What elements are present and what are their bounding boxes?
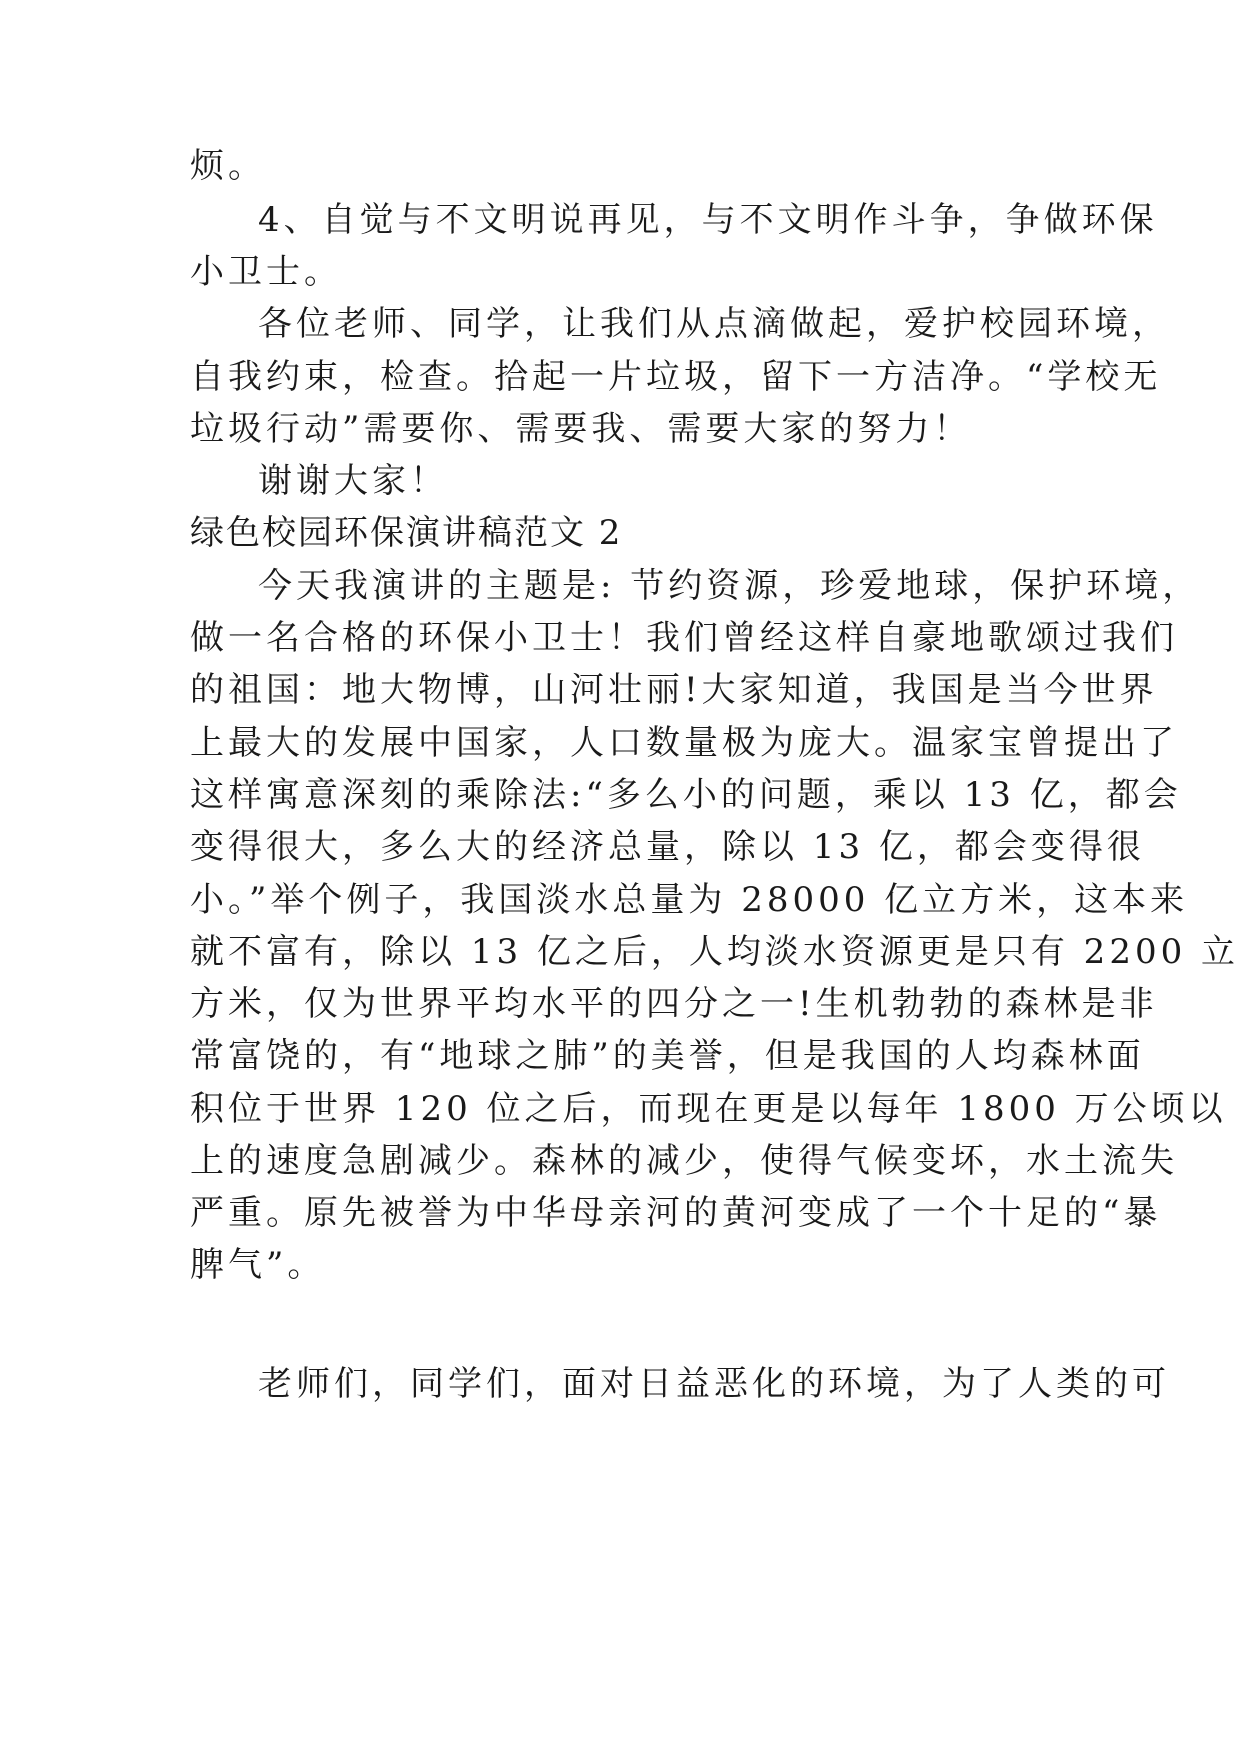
text-line: 烦。	[190, 146, 266, 186]
text-line: 严重。原先被誉为中华母亲河的黄河变成了一个十足的“暴	[190, 1193, 1162, 1233]
text-line: 上最大的发展中国家，人口数量极为庞大。温家宝曾提出了	[190, 723, 1178, 763]
text-line: 小卫士。	[190, 252, 342, 292]
text-line: 脾气”。	[190, 1245, 326, 1285]
text-line: 常富饶的，有“地球之肺”的美誉，但是我国的人均森林面	[190, 1036, 1145, 1076]
text-line: 方米，仅为世界平均水平的四分之一!生机勃勃的森林是非	[190, 984, 1158, 1024]
text-line: 垃圾行动”需要你、需要我、需要大家的努力！	[190, 409, 972, 449]
section-title: 绿色校园环保演讲稿范文 2	[190, 513, 623, 553]
text-line: 变得很大，多么大的经济总量，除以 13 亿，都会变得很	[190, 827, 1145, 867]
text-line: 就不富有，除以 13 亿之后，人均淡水资源更是只有 2200 立	[190, 932, 1240, 972]
text-line: 老师们，同学们，面对日益恶化的环境，为了人类的可	[258, 1364, 1170, 1404]
text-line: 做一名合格的环保小卫士！我们曾经这样自豪地歌颂过我们	[190, 618, 1178, 658]
text-line: 上的速度急剧减少。森林的减少，使得气候变坏，水土流失	[190, 1141, 1178, 1181]
text-line: 今天我演讲的主题是: 节约资源，珍爱地球，保护环境，	[258, 566, 1201, 606]
text-line: 的祖国：地大物博，山河壮丽!大家知道，我国是当今世界	[190, 670, 1158, 710]
text-line: 谢谢大家！	[258, 461, 448, 501]
text-line: 自我约束，检查。拾起一片垃圾，留下一方洁净。“学校无	[190, 357, 1162, 397]
text-line: 积位于世界 120 位之后，而现在更是以每年 1800 万公顷以	[190, 1089, 1227, 1129]
text-line: 4、自觉与不文明说再见，与不文明作斗争，争做环保	[258, 200, 1158, 240]
text-line: 小。”举个例子，我国淡水总量为 28000 亿立方米，这本来	[190, 880, 1189, 920]
text-line: 各位老师、同学，让我们从点滴做起，爱护校园环境，	[258, 304, 1170, 344]
text-line: 这样寓意深刻的乘除法:“多么小的问题，乘以 13 亿，都会	[190, 775, 1182, 815]
